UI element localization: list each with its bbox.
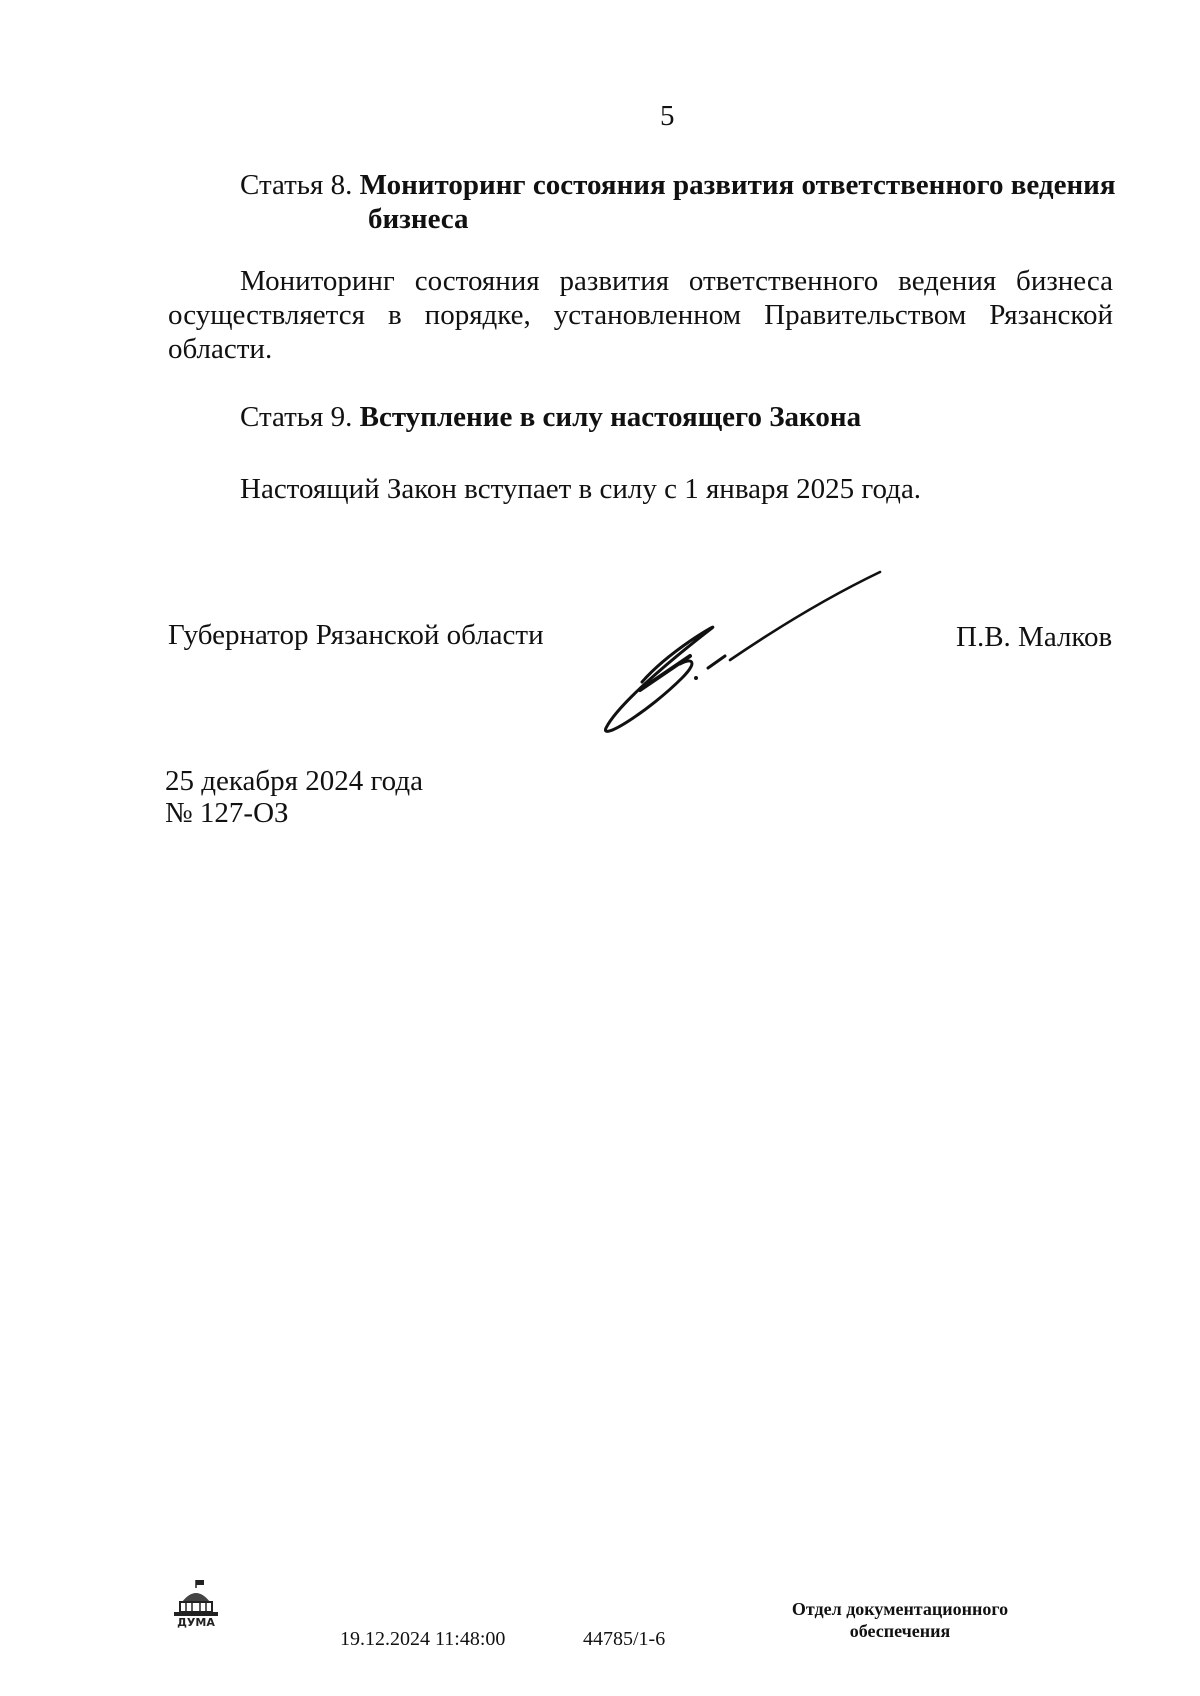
- article-9-label: Статья 9.: [240, 401, 353, 433]
- article-8-body: Мониторинг состояния развития ответственного ведения бизнеса осуществляется в порядке, установленном Правительством Рязанской: [168, 265, 1113, 331]
- article-8-label: Статья 8.: [240, 169, 353, 201]
- duma-logo-text: ДУМА: [177, 1616, 215, 1629]
- footer-department: [760, 1598, 1040, 1642]
- department-line2: обеспечения: [849, 1621, 951, 1641]
- footer-registration-number: 44785/1-6: [583, 1628, 666, 1650]
- article-9-heading: [240, 400, 861, 434]
- article-9-body: Настоящий Закон вступает в силу с 1 января 2025 года.: [240, 473, 922, 505]
- article-8-title-line2: бизнеса: [368, 203, 469, 235]
- duma-logo-icon: [170, 1578, 222, 1628]
- page-number: 5: [660, 100, 675, 132]
- signatory-name: П.В. Малков: [956, 621, 1113, 653]
- signatory-position: Губернатор Рязанской области: [168, 619, 544, 651]
- article-8-heading: [240, 168, 1116, 202]
- law-date: 25 декабря 2024 года: [165, 765, 423, 797]
- law-number: № 127-ОЗ: [165, 797, 289, 829]
- department-line1: Отдел документационного: [791, 1599, 1009, 1619]
- article-8-title-line1: Мониторинг состояния развития ответственного ведения: [359, 169, 1116, 201]
- article-8-title-line2-wrap: [368, 202, 469, 236]
- article-8-body-last-line: области.: [168, 333, 273, 365]
- article-9-title: Вступление в силу настоящего Закона: [359, 401, 862, 433]
- handwritten-signature: [580, 560, 900, 740]
- footer-timestamp: 19.12.2024 11:48:00: [340, 1628, 506, 1650]
